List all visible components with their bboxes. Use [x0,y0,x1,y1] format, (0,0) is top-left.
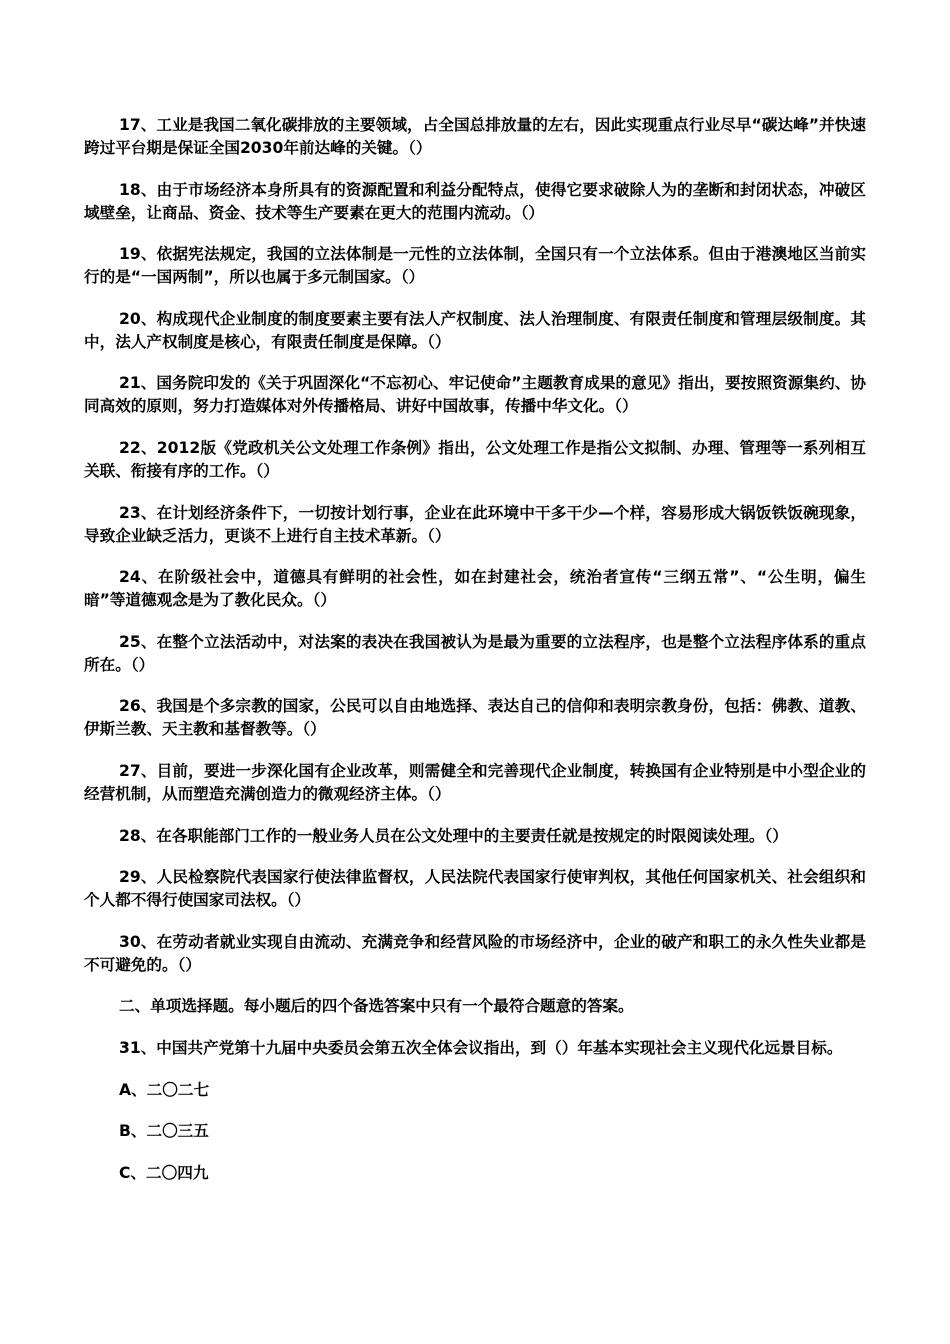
question-28: 28、在各职能部门工作的一般业务人员在公文处理中的主要责任就是按规定的时限阅读处理。（） [119,826,788,845]
question-29: 29、人民检察院代表国家行使法律监督权，人民法院代表国家行使审判权，其他任何国家机关、社会组织和个人都不得行使国家司法权。（） [84,868,866,910]
question-25: 25、在整个立法活动中，对法案的表决在我国被认为是最为重要的立法程序，也是整个立法程序体系的重点所在。（） [84,632,866,674]
question-23: 23、在计划经济条件下，一切按计划行事，企业在此环境中干多干少—个样，容易形成大锅饭铁饭碗现象，导致企业缺乏活力，更谈不上进行自主技术革新。（） [84,503,866,545]
option-b: B、二〇三五 [119,1122,209,1141]
question-22: 22、2012版《党政机关公文处理工作条例》指出，公文处理工作是指公文拟制、办理、管理等一系列相互关联、衔接有序的工作。（） [84,438,866,480]
question-21: 21、国务院印发的《关于巩固深化“不忘初心、牢记使命”主题教育成果的意见》指出，要按照资源集约、协同高效的原则，努力打造媒体对外传播格局、讲好中国故事，传播中华文化。（） [84,374,866,416]
question-20: 20、构成现代企业制度的制度要素主要有法人产权制度、法人治理制度、有限责任制度和管理层级制度。其中，法人产权制度是核心，有限责任制度是保障。（） [84,309,866,351]
question-31: 31、中国共产党第十九届中央委员会第五次全体会议指出，到（）年基本实现社会主义现代化远景目标。 [119,1038,843,1057]
question-26: 26、我国是个多宗教的国家，公民可以自由地选择、表达自己的信仰和表明宗教身份，包括：佛教、道教、伊斯兰教、天主教和基督教等。（） [84,697,866,739]
question-24: 24、在阶级社会中，道德具有鲜明的社会性，如在封建社会，统治者宣传“三纲五常”、“公生明，偏生暗”等道德观念是为了教化民众。（） [84,568,866,610]
question-19: 19、依据宪法规定，我国的立法体制是一元性的立法体制，全国只有一个立法体系。但由于港澳地区当前实行的是“一国两制”，所以也属于多元制国家。（） [84,245,866,287]
section-heading: 二、单项选择题。每小题后的四个备选答案中只有一个最符合题意的答案。 [119,997,634,1016]
option-a: A、二〇二七 [119,1080,210,1099]
option-c: C、二〇四九 [119,1163,209,1182]
question-18: 18、由于市场经济本身所具有的资源配置和利益分配特点，使得它要求破除人为的垄断和封闭状态，冲破区域壁垒，让商品、资金、技术等生产要素在更大的范围内流动。（） [84,180,866,222]
question-30: 30、在劳动者就业实现自由流动、充满竞争和经营风险的市场经济中，企业的破产和职工的永久性失业都是不可避免的。（） [84,932,866,974]
document-page [84,114,866,1203]
question-27: 27、目前，要进一步深化国有企业改革，则需健全和完善现代企业制度，转换国有企业特别是中小型企业的经营机制，从而塑造充满创造力的微观经济主体。（） [84,761,866,803]
question-17: 17、工业是我国二氧化碳排放的主要领域，占全国总排放量的左右，因此实现重点行业尽早“碳达峰”并快速跨过平台期是保证全国2030年前达峰的关键。（） [84,116,866,157]
